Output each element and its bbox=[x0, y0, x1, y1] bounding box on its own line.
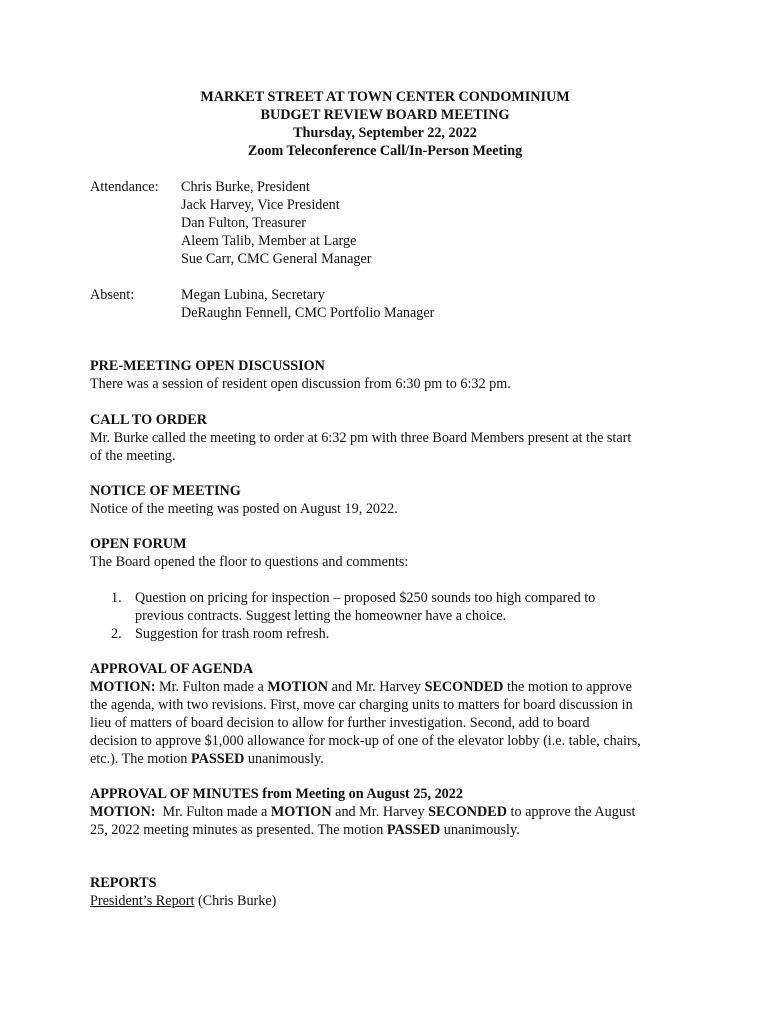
text-run: and Mr. Harvey bbox=[328, 679, 425, 695]
header-location: Zoom Teleconference Call/In-Person Meeting bbox=[247, 143, 523, 159]
list-text: previous contracts. Suggest letting the homeowner have a choice. bbox=[135, 608, 507, 624]
attendee: Sue Carr, CMC General Manager bbox=[181, 251, 372, 267]
attendee: Dan Fulton, Treasurer bbox=[181, 215, 306, 231]
motion-label: MOTION: bbox=[90, 679, 156, 695]
text-run: and Mr. Harvey bbox=[331, 804, 429, 820]
report-presenter: (Chris Burke) bbox=[194, 893, 277, 909]
section-heading: APPROVAL OF MINUTES from Meeting on August 25, 2022 bbox=[90, 786, 463, 802]
open-forum-section bbox=[90, 535, 690, 643]
report-line bbox=[90, 892, 690, 910]
motion-word: MOTION bbox=[270, 804, 332, 820]
forum-list bbox=[90, 589, 690, 643]
section-heading: OPEN FORUM bbox=[90, 536, 187, 552]
list-number: 2. bbox=[111, 626, 122, 642]
motion-label: MOTION: bbox=[90, 804, 156, 820]
text-run: Mr. Fulton made a bbox=[155, 679, 268, 695]
text-run: the motion to approve bbox=[503, 679, 632, 695]
section-text: The Board opened the floor to questions and comments: bbox=[90, 554, 409, 570]
attendee: Aleem Talib, Member at Large bbox=[181, 233, 357, 249]
list-number: 1. bbox=[111, 590, 122, 606]
motion-result bbox=[90, 821, 690, 839]
section-text: of the meeting. bbox=[90, 448, 176, 464]
text-run: Mr. Fulton made a bbox=[155, 804, 271, 820]
text-run: etc.). The motion bbox=[90, 751, 191, 767]
absentee: DeRaughn Fennell, CMC Portfolio Manager bbox=[181, 305, 435, 321]
attendee: Jack Harvey, Vice President bbox=[181, 197, 340, 213]
minutes-section bbox=[90, 785, 690, 839]
attendee: Chris Burke, President bbox=[181, 179, 310, 195]
motion-result bbox=[90, 750, 690, 768]
seconded-word: SECONDED bbox=[428, 804, 507, 820]
section-heading: NOTICE OF MEETING bbox=[90, 483, 241, 499]
agenda-section bbox=[90, 660, 690, 768]
motion-line bbox=[90, 803, 690, 821]
list-text: Suggestion for trash room refresh. bbox=[135, 626, 330, 642]
section-heading: CALL TO ORDER bbox=[90, 412, 207, 428]
attendance-label: Attendance: bbox=[90, 179, 159, 195]
section-text: Notice of the meeting was posted on August 19, 2022. bbox=[90, 501, 398, 517]
text-run: unanimously. bbox=[244, 751, 324, 767]
section-text: the agenda, with two revisions. First, move car charging units to matters for board discussion in bbox=[90, 697, 633, 713]
absent-list bbox=[181, 286, 434, 322]
absent-label: Absent: bbox=[90, 287, 135, 303]
reports-section bbox=[90, 874, 690, 910]
section-text: Mr. Burke called the meeting to order at 6:32 pm with three Board Members present at the start bbox=[90, 430, 632, 446]
header-subtitle: BUDGET REVIEW BOARD MEETING bbox=[260, 107, 510, 123]
passed-word: PASSED bbox=[191, 751, 245, 767]
notice-section bbox=[90, 482, 690, 518]
section-text: lieu of matters of board decision to allow for further investigation. Second, add to board bbox=[90, 715, 590, 731]
text-run: unanimously. bbox=[440, 822, 520, 838]
seconded-word: SECONDED bbox=[424, 679, 504, 695]
section-text: decision to approve $1,000 allowance for mock-up of one of the elevator lobby (i.e. table, chairs, bbox=[90, 733, 641, 749]
absentee: Megan Lubina, Secretary bbox=[181, 287, 325, 303]
passed-word: PASSED bbox=[386, 822, 441, 838]
section-heading: APPROVAL OF AGENDA bbox=[90, 661, 254, 677]
text-run: to approve the August bbox=[506, 804, 636, 820]
section-heading: PRE-MEETING OPEN DISCUSSION bbox=[90, 358, 325, 374]
attendance-list bbox=[181, 178, 372, 268]
call-to-order-section bbox=[90, 411, 690, 465]
premeeting-section bbox=[90, 357, 690, 393]
list-item bbox=[90, 589, 690, 625]
motion-line bbox=[90, 678, 690, 696]
text-run: 25, 2022 meeting minutes as presented. The motion bbox=[90, 822, 387, 838]
presidents-report-link[interactable]: President’s Report bbox=[90, 893, 195, 909]
section-heading: REPORTS bbox=[90, 875, 157, 891]
motion-word: MOTION bbox=[267, 679, 329, 695]
header-title: MARKET STREET AT TOWN CENTER CONDOMINIUM bbox=[200, 89, 570, 105]
section-text: There was a session of resident open discussion from 6:30 pm to 6:32 pm. bbox=[90, 376, 511, 392]
header-date: Thursday, September 22, 2022 bbox=[293, 125, 477, 141]
document-header bbox=[0, 88, 770, 160]
list-item bbox=[90, 625, 690, 643]
list-text: Question on pricing for inspection – proposed $250 sounds too high compared to bbox=[135, 590, 596, 606]
